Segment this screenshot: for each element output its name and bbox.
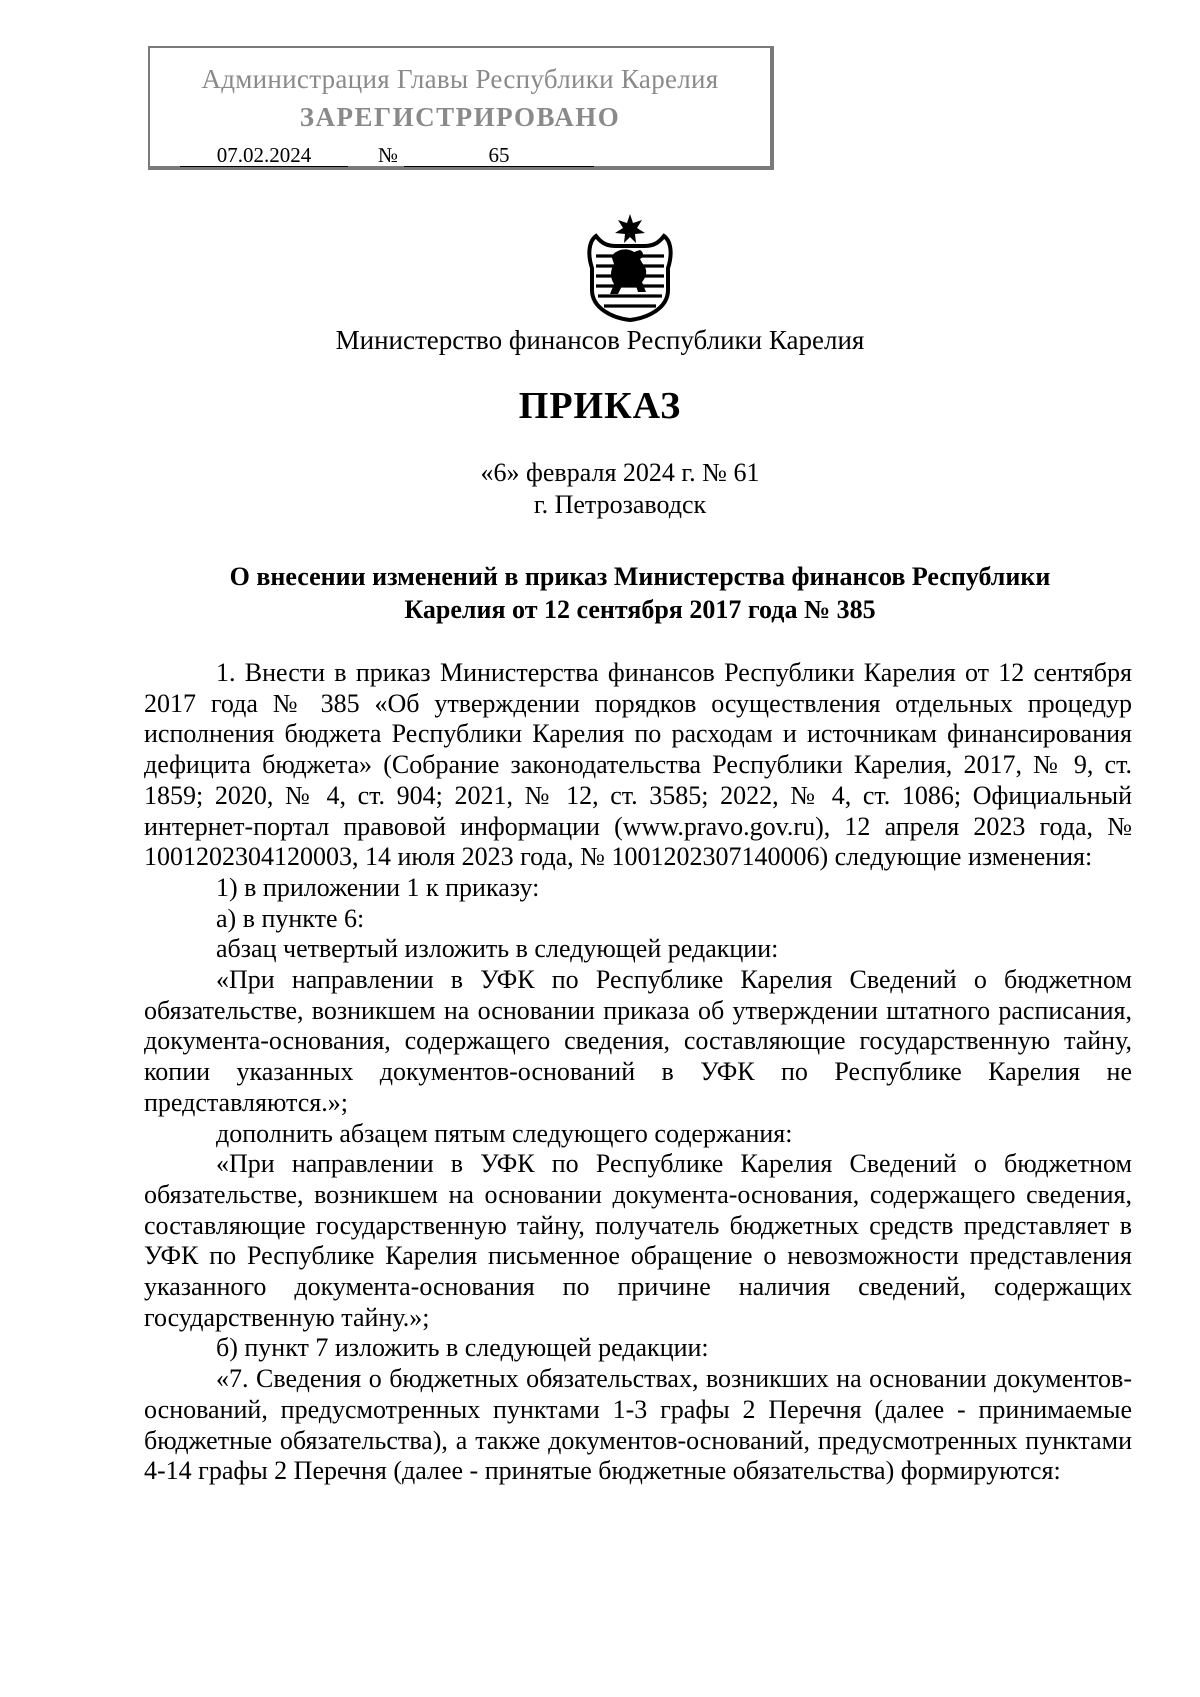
paragraph-1: 1. Внести в приказ Министерства финансов Республики Карелия от 12 сентября 2017 года № 385 «Об утверждении порядков осуществления отдельных процедур исполнения бюджета Республики Карелия по расходам и источникам финансирования дефицита бюджета» (Собрание законодательства Республики Карелия, 2017, № 9, ст. 1859; 2020, № 4, ст. 904; 2021, № 12, ст. 3585; 2022, № 4, ст. 1086; Официальный интернет-портал правовой информации (www.pravo.gov.ru), 12 апреля 2023 года, № 1001202304120003, 14 июля 2023 года, № 1001202307140006) следующие изменения: xyxy=(144,658,1132,872)
paragraph-2: 1) в приложении 1 к приказу: xyxy=(216,872,540,902)
order-date-number: «6» февраля 2024 г. № 61 xyxy=(480,458,760,487)
stamp-date: 07.02.2024 xyxy=(180,144,348,167)
order-subject-line-2: Карелия от 12 сентября 2017 года № 385 xyxy=(404,595,876,624)
paragraph-4: абзац четвертый изложить в следующей редакции: xyxy=(216,934,779,964)
stamp-status: ЗАРЕГИСТРИРОВАНО xyxy=(299,102,621,132)
karelia-coat-of-arms-icon xyxy=(582,212,678,322)
ministry-name: Министерство финансов Республики Карелия xyxy=(335,325,865,355)
document-type: ПРИКАЗ xyxy=(518,385,682,427)
order-subject-line-1: О внесении изменений в приказ Министерства финансов Республики xyxy=(229,562,1051,591)
paragraph-9: «7. Сведения о бюджетных обязательствах, возникших на основании документов-оснований, предусмотренных пунктами 1-3 графы 2 Перечня (далее - принимаемые бюджетные обязательства), а также документов-оснований, предусмотренных пунктами 4-14 графы 2 Перечня (далее - принятые бюджетные обязательства) формируются: xyxy=(144,1364,1132,1486)
order-subject xyxy=(150,560,1130,626)
paragraph-7: «При направлении в УФК по Республике Карелия Сведений о бюджетном обязательстве, возникшем на основании документа-основания, содержащего сведения, составляющие государственную тайну, получатель бюджетных средств представляет в УФК по Республике Карелия письменное обращение о невозможности представления указанного документа-основания по причине наличия сведений, содержащих государственную тайну.»; xyxy=(144,1149,1132,1332)
paragraph-8: б) пункт 7 изложить в следующей редакции: xyxy=(216,1333,709,1363)
registration-stamp xyxy=(148,46,774,170)
paragraph-6: дополнить абзацем пятым следующего содержания: xyxy=(216,1118,793,1148)
order-body xyxy=(144,658,1132,1487)
stamp-organization: Администрация Главы Республики Карелия xyxy=(201,64,719,94)
stamp-number: 65 xyxy=(404,144,594,167)
order-city: г. Петрозаводск xyxy=(533,490,707,519)
stamp-number-sign: № xyxy=(378,143,399,167)
paragraph-3: а) в пункте 6: xyxy=(216,903,365,933)
paragraph-5: «При направлении в УФК по Республике Карелия Сведений о бюджетном обязательстве, возникшем на основании приказа об утверждении штатного расписания, документа-основания, содержащего сведения, составляющие государственную тайну, копии указанных документов-оснований в УФК по Республике Карелия не представляются.»; xyxy=(144,965,1132,1117)
